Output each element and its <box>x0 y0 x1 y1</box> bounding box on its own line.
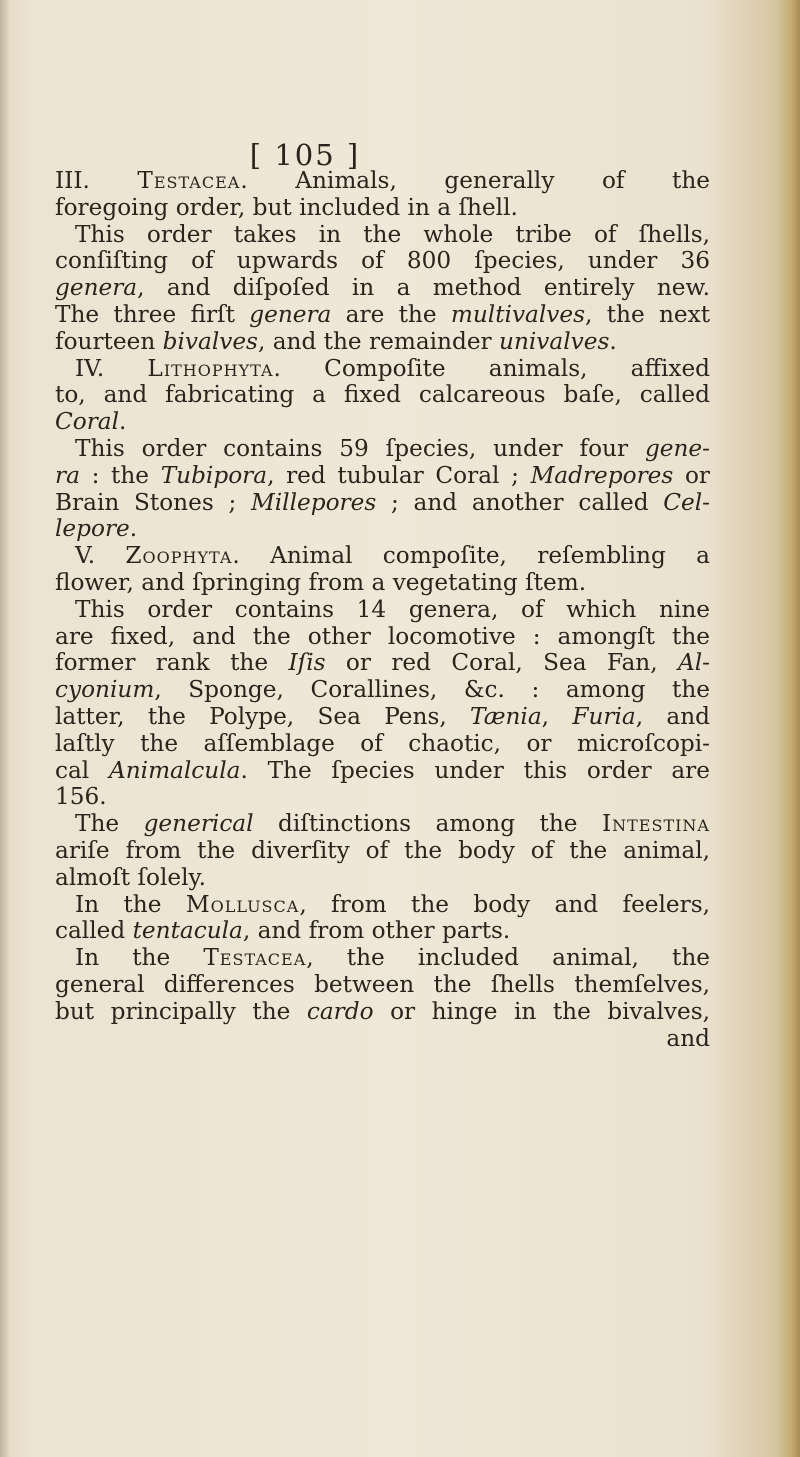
text-line: ra : the Tubipora, red tubular Coral ; Madrepores or <box>55 461 710 489</box>
text-line: laſtly the aſſemblage of chaotic, or microſcopi- <box>55 729 710 757</box>
text-line: This order contains 14 genera, of which nine <box>75 595 710 623</box>
text-line: conſiſting of upwards of 800 ſpecies, under 36 <box>55 247 710 275</box>
text-line: 156. <box>55 783 107 811</box>
text-line: genera, and diſpoſed in a method entirely new. <box>55 274 710 302</box>
text-line: called tentacula, and from other parts. <box>55 917 511 945</box>
text-line: V. Zoophyta. Animal compoſite, reſembling a <box>75 542 710 570</box>
body-text <box>55 168 710 1052</box>
text-line: In the Mollusca, from the body and feelers, <box>75 890 711 918</box>
page-edge-stain <box>778 0 800 1457</box>
text-line: flower, and ſpringing from a vegetating ſtem. <box>55 568 587 596</box>
text-line: latter, the Polype, Sea Pens, Tænia, Furia, and <box>55 702 711 730</box>
text-line: general differences between the ſhells themſelves, <box>55 970 710 998</box>
text-line: Coral. <box>55 408 127 436</box>
text-line: This order contains 59 ſpecies, under four gene- <box>75 434 710 462</box>
text-line: almoſt ſolely. <box>55 863 206 891</box>
text-line: Brain Stones ; Millepores ; and another called Cel- <box>55 488 710 516</box>
text-line: III. Testacea. Animals, generally of the <box>55 167 710 194</box>
text-line: ariſe from the diverſity of the body of the animal, <box>55 836 710 864</box>
text-line: former rank the Iſis or red Coral, Sea Fan, Al- <box>55 649 710 677</box>
text-line: This order takes in the whole tribe of ſhells, <box>75 220 710 248</box>
text-line: The three firſt genera are the multivalves, the next <box>55 300 711 328</box>
text-line: but principally the cardo or hinge in the bivalves, <box>55 997 710 1025</box>
catchword: and <box>666 1024 710 1052</box>
text-line: IV. Lithophyta. Compoſite animals, affixed <box>75 354 711 382</box>
text-line: to, and fabricating a fixed calcareous baſe, called <box>55 381 710 409</box>
text-line: are fixed, and the other locomotive : amongſt the <box>55 622 710 650</box>
text-line: In the Testacea, the included animal, the <box>75 944 711 972</box>
text-line: The generical diſtinctions among the Intestina <box>75 810 710 838</box>
text-line: cal Animalcula. The ſpecies under this order are <box>55 756 710 784</box>
text-line: lepore. <box>55 515 138 543</box>
text-line: cyonium, Sponge, Corallines, &c. : among the <box>55 676 710 704</box>
page-number: [ 105 ] <box>249 138 361 172</box>
text-line: fourteen bivalves, and the remainder univalves. <box>55 327 617 355</box>
page-gutter-shadow <box>0 0 10 1457</box>
text-line: foregoing order, but included in a ſhell. <box>55 193 518 221</box>
